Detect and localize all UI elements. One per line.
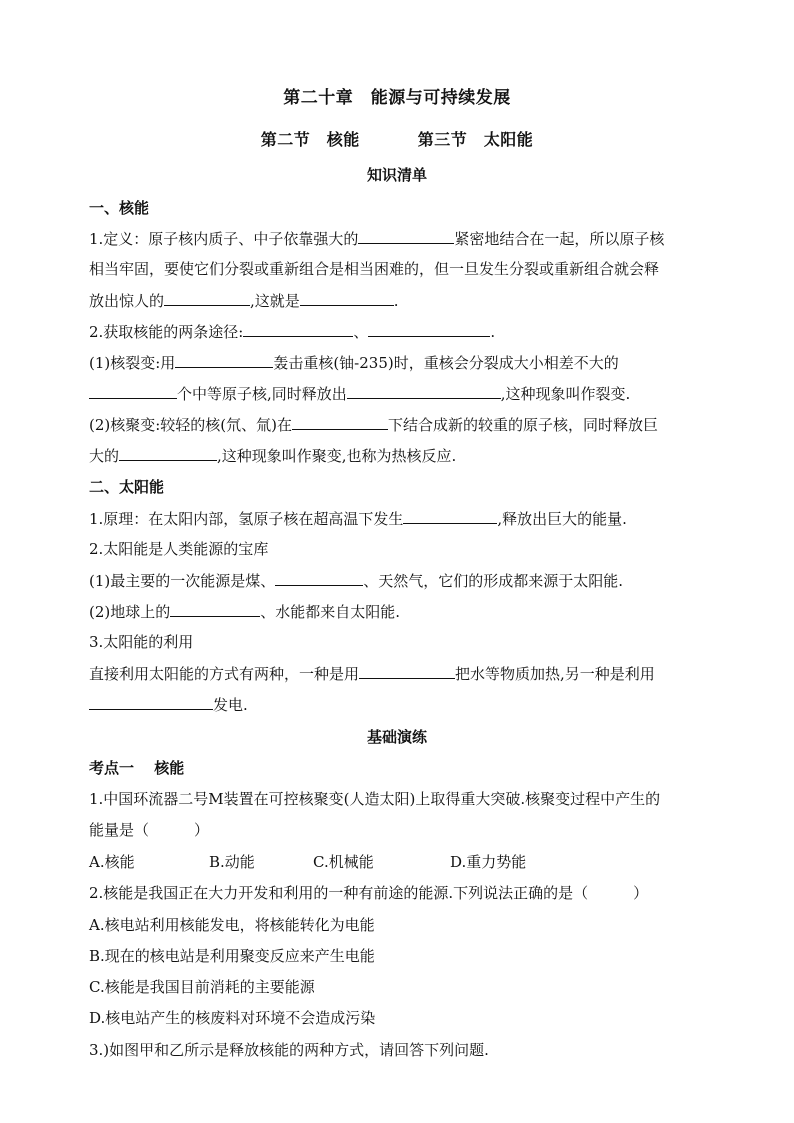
option-d[interactable]: D.重力势能: [450, 853, 527, 871]
blank-field[interactable]: [170, 601, 260, 617]
blank-field[interactable]: [403, 508, 497, 524]
blank-field[interactable]: [359, 663, 455, 679]
fission-line-2: 个中等原子核,同时释放出 ,这种现象叫作裂变.: [89, 383, 630, 404]
blank-field[interactable]: [164, 290, 250, 306]
question-2-option-d[interactable]: D.核电站产生的核废料对环境不会造成污染: [89, 1009, 376, 1027]
option-a[interactable]: A.核能: [89, 853, 135, 871]
use-line-2: 发电.: [89, 694, 248, 715]
question-2-option-a[interactable]: A.核电站利用核能发电，将核能转化为电能: [89, 916, 375, 934]
option-c[interactable]: C.机械能: [313, 853, 374, 871]
question-2-option-c[interactable]: C.核能是我国目前消耗的主要能源: [89, 978, 315, 996]
blank-field[interactable]: [300, 290, 394, 306]
solar-heading: 二、太阳能: [89, 478, 165, 496]
blank-field[interactable]: [119, 445, 217, 461]
question-2: 2.核能是我国正在大力开发和利用的一种有前途的能源.下列说法正确的是（ ）: [89, 884, 649, 902]
question-1-line-2: 能量是（ ）: [89, 821, 210, 839]
blank-field[interactable]: [292, 414, 388, 430]
definition-line-1: 1.定义：原子核内质子、中子依靠强大的 紧密地结合在一起，所以原子核: [89, 230, 665, 248]
question-1-options: [89, 852, 526, 872]
point-heading: 考点一 核能: [89, 759, 185, 777]
use-heading: 3.太阳能的利用: [89, 633, 194, 651]
practice-heading: 基础演练: [366, 728, 427, 746]
blank-field[interactable]: [358, 228, 454, 244]
fusion-line-2: 大的 ,这种现象叫作聚变,也称为热核反应.: [89, 447, 457, 465]
fission-line-1: (1)核裂变:用 轰击重核(铀-235)时，重核会分裂成大小相差不大的: [89, 354, 619, 372]
definition-line-3: 放出惊人的 ,这就是 .: [89, 292, 399, 310]
treasure-item-2: (2)地球上的 、水能都来自太阳能.: [89, 603, 401, 621]
ways-line: 2.获取核能的两条途径: 、 .: [89, 323, 496, 341]
blank-field[interactable]: [275, 570, 363, 586]
question-2-option-b[interactable]: B.现在的核电站是利用聚变反应来产生电能: [89, 947, 375, 965]
section-title-solar: 第三节 太阳能: [417, 130, 534, 149]
section-titles: [0, 130, 794, 150]
blank-field[interactable]: [243, 321, 353, 337]
option-b[interactable]: B.动能: [209, 853, 255, 871]
blank-field[interactable]: [89, 383, 177, 399]
principle-line: 1.原理：在太阳内部，氢原子核在超高温下发生 ,释放出巨大的能量.: [89, 510, 627, 528]
question-3: 3.)如图甲和乙所示是释放核能的两种方式，请回答下列问题.: [89, 1041, 489, 1059]
treasure-item-1: (1)最主要的一次能源是煤、 、天然气，它们的形成都来源于太阳能.: [89, 572, 624, 590]
blank-field[interactable]: [89, 694, 213, 710]
fusion-line-1: (2)核聚变:较轻的核(氘、氚)在 下结合成新的较重的原子核，同时释放巨: [89, 416, 659, 434]
blank-field[interactable]: [347, 383, 501, 399]
blank-field[interactable]: [368, 321, 490, 337]
nuclear-heading: 一、核能: [89, 199, 150, 217]
definition-line-2: 相当牢固，要使它们分裂或重新组合是相当困难的，但一旦发生分裂或重新组合就会释: [89, 260, 660, 278]
knowledge-heading: 知识清单: [366, 166, 427, 184]
section-title-nuclear: 第二节 核能: [260, 130, 360, 149]
chapter-title: 第二十章 能源与可持续发展: [283, 88, 511, 108]
treasure-line: 2.太阳能是人类能源的宝库: [89, 540, 269, 558]
use-line-1: 直接利用太阳能的方式有两种，一种是用 把水等物质加热,另一种是利用: [89, 665, 655, 683]
blank-field[interactable]: [175, 352, 273, 368]
question-1-line-1: 1.中国环流器二号M装置在可控核聚变(人造太阳)上取得重大突破.核聚变过程中产生的: [89, 790, 661, 808]
